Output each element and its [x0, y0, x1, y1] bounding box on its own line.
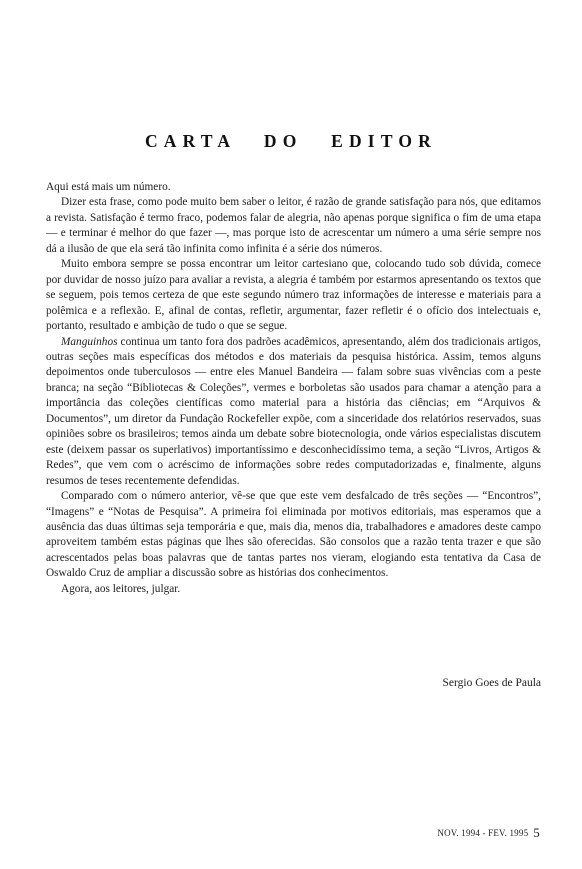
paragraph: Aqui está mais um número.	[46, 181, 171, 193]
paragraph: Comparado com o número anterior, vê-se que que este vem desfalcado de três seções — “Encontros”, “Imagens” e “Notas de Pesquisa”. A primeira foi eliminada por motivos editoriais, mas esperamos que a ausência das duas últimas seja temporária e que, mais dia, menos dia, trabalhadores e amadores deste campo aproveitem também estas páginas que lhes são oferecidas. São consolos que a razão tenta trazer e que são acrescentados pelas boas palavras que de tantas partes nos vieram, elogiando esta tentativa da Casa de Oswaldo Cruz de ampliar a discussão sobre as histórias dos conhecimentos.	[46, 490, 541, 580]
page-number: 5	[533, 825, 540, 840]
paragraph: Dizer esta frase, como pode muito bem saber o leitor, é razão de grande satisfação para nós, que editamos a revista. Satisfação é termo fraco, podemos falar de alegria, não apenas porque significa o fim de uma etapa — e terminar é melhor do que fazer —, mas porque isto de acrescentar um número a uma série sempre nos dá a ilusão de que ela será tão infinita como infinita é a série dos números.	[46, 196, 541, 255]
letter-body	[46, 180, 541, 597]
paragraph-text: continua um tanto fora dos padrões acadêmicos, apresentando, além dos tradicionais artigos, outras seções mais específicas dos métodos e dos materiais da pesquisa histórica. Assim, temos alguns depoimentos onde tuberculosos — entre eles Manuel Bandeira — falam sobre suas vivências com a peste branca; na seção “Bibliotecas & Coleções”, vermes e borboletas são usados para chamar a atenção para a importância das coleções científicas como material para a história das ciências; em “Arquivos & Documentos”, um diretor da Fundação Rockefeller expõe, com a sinceridade dos relatórios reservados, suas opiniões sobre os brasileiros; temos ainda um debate sobre biotecnologia, onde vários especialistas discutem este (deixem passar os superlativos) importantíssimo e desconhecidíssimo tema, a seção “Livros, Artigos & Redes”, que vem com o acréscimo de informações sobre redes computadorizadas e, finalmente, alguns resumos de teses recentemente defendidas.	[46, 335, 541, 487]
page-title: CARTA DO EDITOR	[144, 130, 438, 151]
page-footer	[437, 825, 540, 841]
paragraph	[46, 335, 541, 490]
journal-name: Manguinhos	[61, 335, 118, 348]
issue-date: NOV. 1994 - FEV. 1995	[437, 828, 529, 838]
signature: Sergio Goes de Paula	[442, 677, 541, 689]
paragraph: Muito embora sempre se possa encontrar um leitor cartesiano que, colocando tudo sob dúvida, comece por duvidar de nosso juízo para avaliar a revista, a alegria é também por estarmos apresentando os textos que se seguem, pois temos certeza de que este segundo número traz informações de interesse e materiais para a polêmica e a reflexão. E, afinal de contas, refletir, argumentar, fazer refletir é o ofício dos intelectuais e, portanto, resultado e ambição de tudo o que se segue.	[46, 258, 541, 333]
paragraph: Agora, aos leitores, julgar.	[61, 582, 181, 595]
